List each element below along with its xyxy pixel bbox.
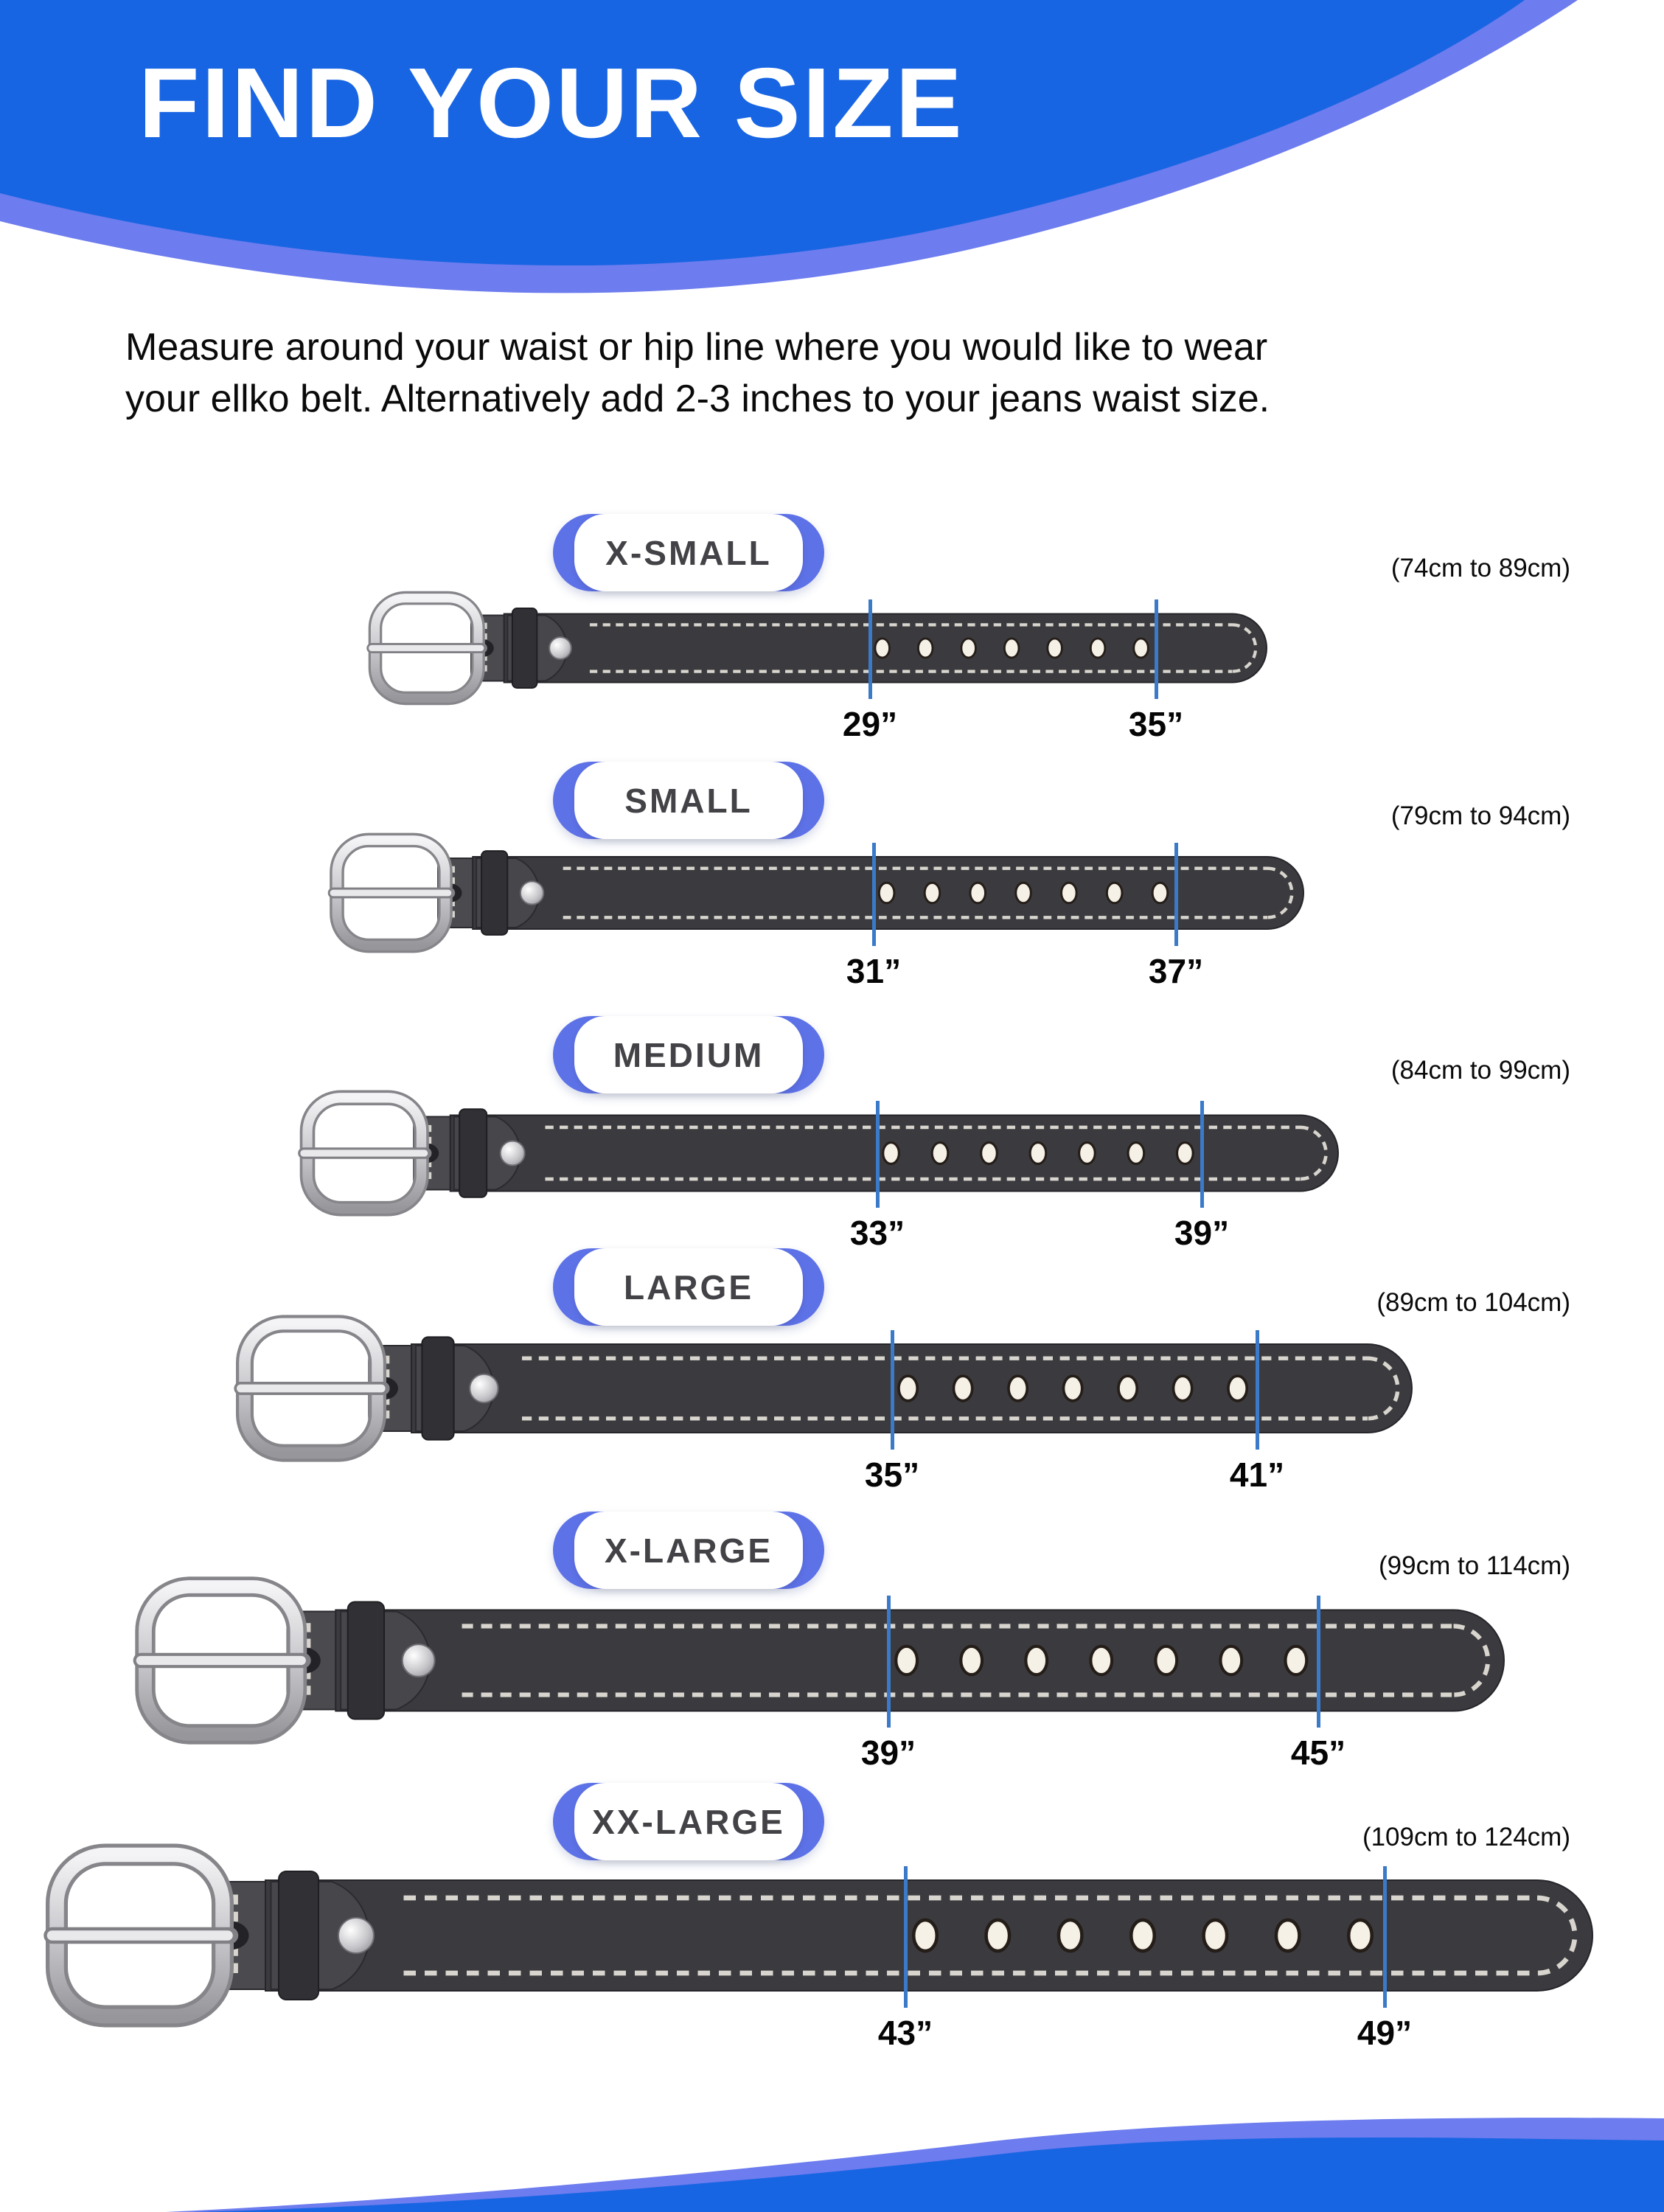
marker-line-min <box>891 1330 894 1450</box>
belt-hole <box>1128 1142 1144 1164</box>
intro-line-2: your ellko belt. Alternatively add 2-3 inches to your jeans waist size. <box>125 378 1270 420</box>
size-badge-label: LARGE <box>624 1267 753 1307</box>
inch-label-min: 33” <box>849 1214 905 1252</box>
belt-hole <box>1062 883 1077 902</box>
belt-loop <box>348 1601 384 1719</box>
inch-label-max: 37” <box>1148 952 1204 990</box>
inch-label-max: 35” <box>1128 705 1184 743</box>
belt-hole <box>1048 638 1062 657</box>
size-badge-label: X-LARGE <box>605 1531 773 1570</box>
belt-illustration <box>229 1300 1427 1477</box>
belt-illustration <box>359 580 1281 717</box>
inch-label-min: 35” <box>864 1455 920 1494</box>
belt-loop <box>422 1337 453 1439</box>
marker-line-max <box>1155 599 1158 699</box>
footer-wave <box>0 2020 1664 2212</box>
marker-line-min <box>887 1596 891 1728</box>
belt-hole <box>1204 1920 1228 1951</box>
belt-hole <box>1348 1920 1372 1951</box>
belt-hole <box>1155 1646 1177 1674</box>
inch-label-max: 39” <box>1174 1214 1230 1252</box>
intro-text <box>125 321 1270 425</box>
belt-hole <box>1030 1142 1046 1164</box>
marker-line-max <box>1200 1101 1204 1208</box>
belt-hole <box>883 1142 899 1164</box>
belt-hole <box>1026 1646 1047 1674</box>
belt-hole <box>986 1920 1010 1951</box>
belt-illustration <box>321 821 1318 965</box>
belt-hole <box>875 638 890 657</box>
belt-hole <box>954 1376 972 1401</box>
marker-line-min <box>872 843 876 946</box>
belt-hole <box>1059 1920 1082 1951</box>
belt-hole <box>1134 638 1149 657</box>
marker-line-max <box>1317 1596 1320 1728</box>
marker-line-min <box>904 1866 908 2008</box>
size-badge-label: XX-LARGE <box>592 1802 785 1841</box>
belt-hole <box>1152 883 1168 902</box>
marker-line-min <box>876 1101 880 1208</box>
belt-hole <box>1174 1376 1192 1401</box>
marker-line-max <box>1256 1330 1259 1450</box>
size-badge-label: MEDIUM <box>613 1035 765 1074</box>
belt-hole <box>981 1142 998 1164</box>
belt-loop <box>481 851 507 935</box>
belt-hole <box>918 638 933 657</box>
belt-hole <box>925 883 940 902</box>
marker-line-max <box>1174 843 1178 946</box>
cm-range-label: (109cm to 124cm) <box>1362 1823 1570 1851</box>
belt-rivet <box>470 1374 498 1402</box>
marker-line-min <box>868 599 872 699</box>
belt-hole <box>1009 1376 1027 1401</box>
intro-line-1: Measure around your waist or hip line where you would like to wear <box>125 326 1268 369</box>
inch-label-max: 49” <box>1357 2014 1413 2052</box>
cm-range-label: (84cm to 99cm) <box>1390 1056 1570 1085</box>
belt-loop <box>279 1871 318 2000</box>
belt-hole <box>1228 1376 1247 1401</box>
belt-illustration <box>291 1077 1353 1229</box>
belt-hole <box>913 1920 937 1951</box>
belt-hole <box>1079 1142 1096 1164</box>
inch-label-max: 45” <box>1290 1733 1346 1772</box>
belt-hole <box>1004 638 1019 657</box>
cm-range-label: (74cm to 89cm) <box>1390 554 1570 582</box>
belt-illustration <box>129 1559 1519 1761</box>
belt-rivet <box>521 881 543 904</box>
cm-range-label: (79cm to 94cm) <box>1390 801 1570 830</box>
inch-label-min: 29” <box>842 705 898 743</box>
page-title: FIND YOUR SIZE <box>139 47 964 159</box>
inch-label-min: 39” <box>860 1733 916 1772</box>
belt-loop <box>512 608 537 688</box>
cm-range-label: (89cm to 104cm) <box>1376 1288 1570 1317</box>
inch-label-min: 43” <box>877 2014 933 2052</box>
belt-hole <box>899 1376 917 1401</box>
marker-line-max <box>1383 1866 1387 2008</box>
belt-hole <box>1090 1646 1112 1674</box>
belt-rivet <box>338 1918 374 1953</box>
belt-hole <box>932 1142 948 1164</box>
belt-hole <box>970 883 986 902</box>
belt-hole <box>1016 883 1031 902</box>
belt-hole <box>1090 638 1105 657</box>
inch-label-min: 31” <box>846 952 902 990</box>
size-badge-label: SMALL <box>624 781 753 820</box>
belt-hole <box>879 883 894 902</box>
inch-label-max: 41” <box>1229 1455 1285 1494</box>
belt-hole <box>1177 1142 1194 1164</box>
belt-hole <box>1064 1376 1082 1401</box>
belt-rivet <box>549 637 571 659</box>
belt-hole <box>1107 883 1122 902</box>
belt-hole <box>961 638 976 657</box>
belt-hole <box>1220 1646 1242 1674</box>
belt-hole <box>1131 1920 1155 1951</box>
cm-range-label: (99cm to 114cm) <box>1379 1551 1570 1580</box>
belt-hole <box>961 1646 982 1674</box>
belt-rivet <box>403 1644 435 1677</box>
belt-hole <box>1276 1920 1300 1951</box>
belt-rivet <box>501 1141 525 1165</box>
size-badge-label: X-SMALL <box>605 533 772 572</box>
belt-hole <box>896 1646 917 1674</box>
belt-hole <box>1118 1376 1137 1401</box>
belt-loop <box>459 1109 487 1197</box>
belt-hole <box>1285 1646 1306 1674</box>
